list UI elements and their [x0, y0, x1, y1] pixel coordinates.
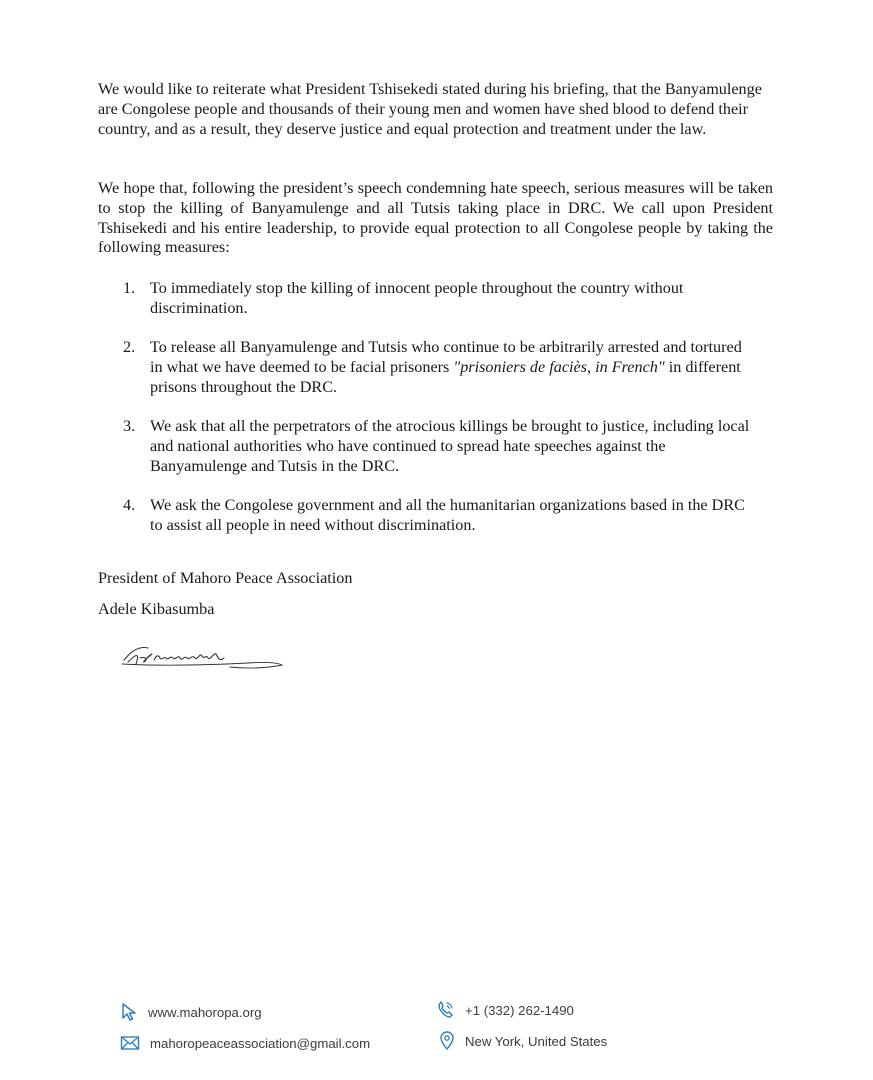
- footer-phone[interactable]: [437, 999, 574, 1021]
- letter-footer: [0, 995, 873, 1065]
- list-item-text: To immediately stop the killing of innocent people throughout the country without discrimination.: [150, 279, 684, 317]
- list-item: [98, 338, 750, 397]
- list-number: 1.: [123, 279, 136, 297]
- paragraph-reiterate: We would like to reiterate what President Tshisekedi stated during his briefing, that the Banyamulenge are Congolese people and thousands of their young men and women have shed blood to defend their country, and as a result, they deserve justice and equal protection and treatment under the law.: [98, 80, 762, 138]
- list-item: [98, 417, 750, 476]
- handwritten-signature: [118, 638, 288, 674]
- list-item: [98, 496, 750, 536]
- envelope-icon: [120, 1035, 140, 1051]
- location-text: New York, United States: [465, 1033, 608, 1049]
- list-number: 3.: [123, 416, 136, 435]
- list-item: [98, 279, 750, 319]
- list-item-italic-text: "prisoniers de faciès, in French": [453, 357, 665, 376]
- list-item-text: To release all Banyamulenge and Tutsis who continue to be arbitrarily arrested and tortured in what we have deemed to be facial prisoners: [150, 338, 742, 376]
- cursor-arrow-icon: [120, 1002, 138, 1022]
- website-link[interactable]: www.mahoropa.org: [148, 1004, 262, 1020]
- phone-number[interactable]: +1 (332) 262-1490: [465, 1002, 574, 1018]
- list-item-text: We ask that all the perpetrators of the atrocious killings be brought to justice, including local and national authorities who have continued to spread hate speeches against the Banyamulenge and Tutsis in the DRC.: [150, 416, 750, 475]
- location-pin-icon: [439, 1031, 455, 1051]
- paragraph-hope: We hope that, following the president’s speech condemning hate speech, serious measures will be taken to stop the killing of Banyamulenge and all Tutsis taking place in DRC. We call upon President Tshisekedi and his entire leadership, to provide equal protection to all Congolese people by taking the following measures:: [98, 179, 773, 257]
- footer-location: [439, 1030, 607, 1052]
- list-number: 4.: [123, 495, 136, 514]
- measures-list: [98, 279, 773, 555]
- signatory-title: President of Mahoro Peace Association: [98, 569, 353, 587]
- footer-email[interactable]: [120, 1032, 370, 1054]
- email-link[interactable]: mahoropeaceassociation@gmail.com: [150, 1035, 371, 1051]
- phone-icon: [437, 1000, 455, 1020]
- footer-website[interactable]: [120, 1001, 262, 1023]
- list-item-text: We ask the Congolese government and all the humanitarian organizations based in the DRC to assist all people in need without discrimination.: [150, 495, 745, 534]
- list-item-text: in different prisons throughout the DRC.: [150, 357, 741, 396]
- list-number: 2.: [123, 338, 136, 357]
- signatory-name: Adele Kibasumba: [98, 600, 215, 618]
